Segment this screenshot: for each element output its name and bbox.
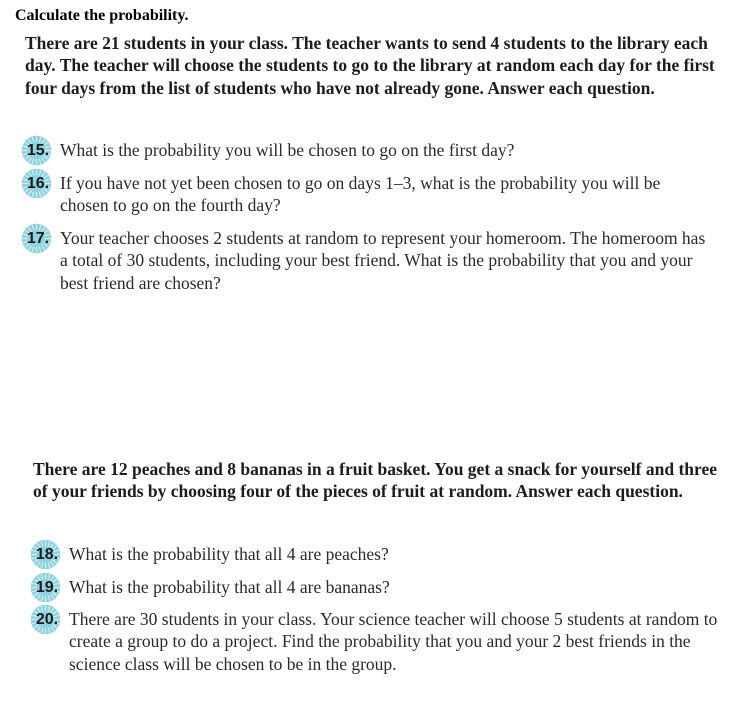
question-text: What is the probability that all 4 are peaches? [69,544,389,564]
question-text: What is the probability that all 4 are bananas? [69,577,390,597]
question-number-badge [28,577,64,599]
section-2-intro: There are 12 peaches and 8 bananas in a fruit basket. You get a snack for yourself and three of your friends by choosing four of the pieces of fruit at random. Answer each question. [33,459,717,502]
question-number: 17. [26,230,50,247]
question-text: Your teacher chooses 2 students at random to represent your homeroom. The homeroom has a total of 30 students, including your best friend. What is the probability that you and your best friend are chosen? [60,228,706,293]
page-title: Calculate the probability. [15,7,189,24]
question-number-badge [28,544,64,566]
question-number: 16. [26,175,50,192]
question-number-badge [19,228,55,250]
question-text: There are 30 students in your class. Your science teacher will choose 5 students at random to create a group to do a project. Find the probability that you and your 2 best friends in the science class will be chosen to be in the group. [69,609,718,674]
question-number: 18. [35,546,59,563]
question-number-badge [19,140,55,162]
question-number: 20. [35,611,59,628]
question-number: 15. [26,142,50,159]
question-text: What is the probability you will be chosen to go on the first day? [60,140,515,160]
question-text: If you have not yet been chosen to go on days 1–3, what is the probability you will be chosen to go on the fourth day? [60,173,661,216]
question-number-badge [28,609,64,631]
section-1-intro: There are 21 students in your class. The teacher wants to send 4 students to the library each day. The teacher will choose the students to go to the library at random each day for the first four days from the list of students who have not already gone. Answer each question. [25,33,715,98]
question-number: 19. [35,579,59,596]
question-number-badge [19,173,55,195]
